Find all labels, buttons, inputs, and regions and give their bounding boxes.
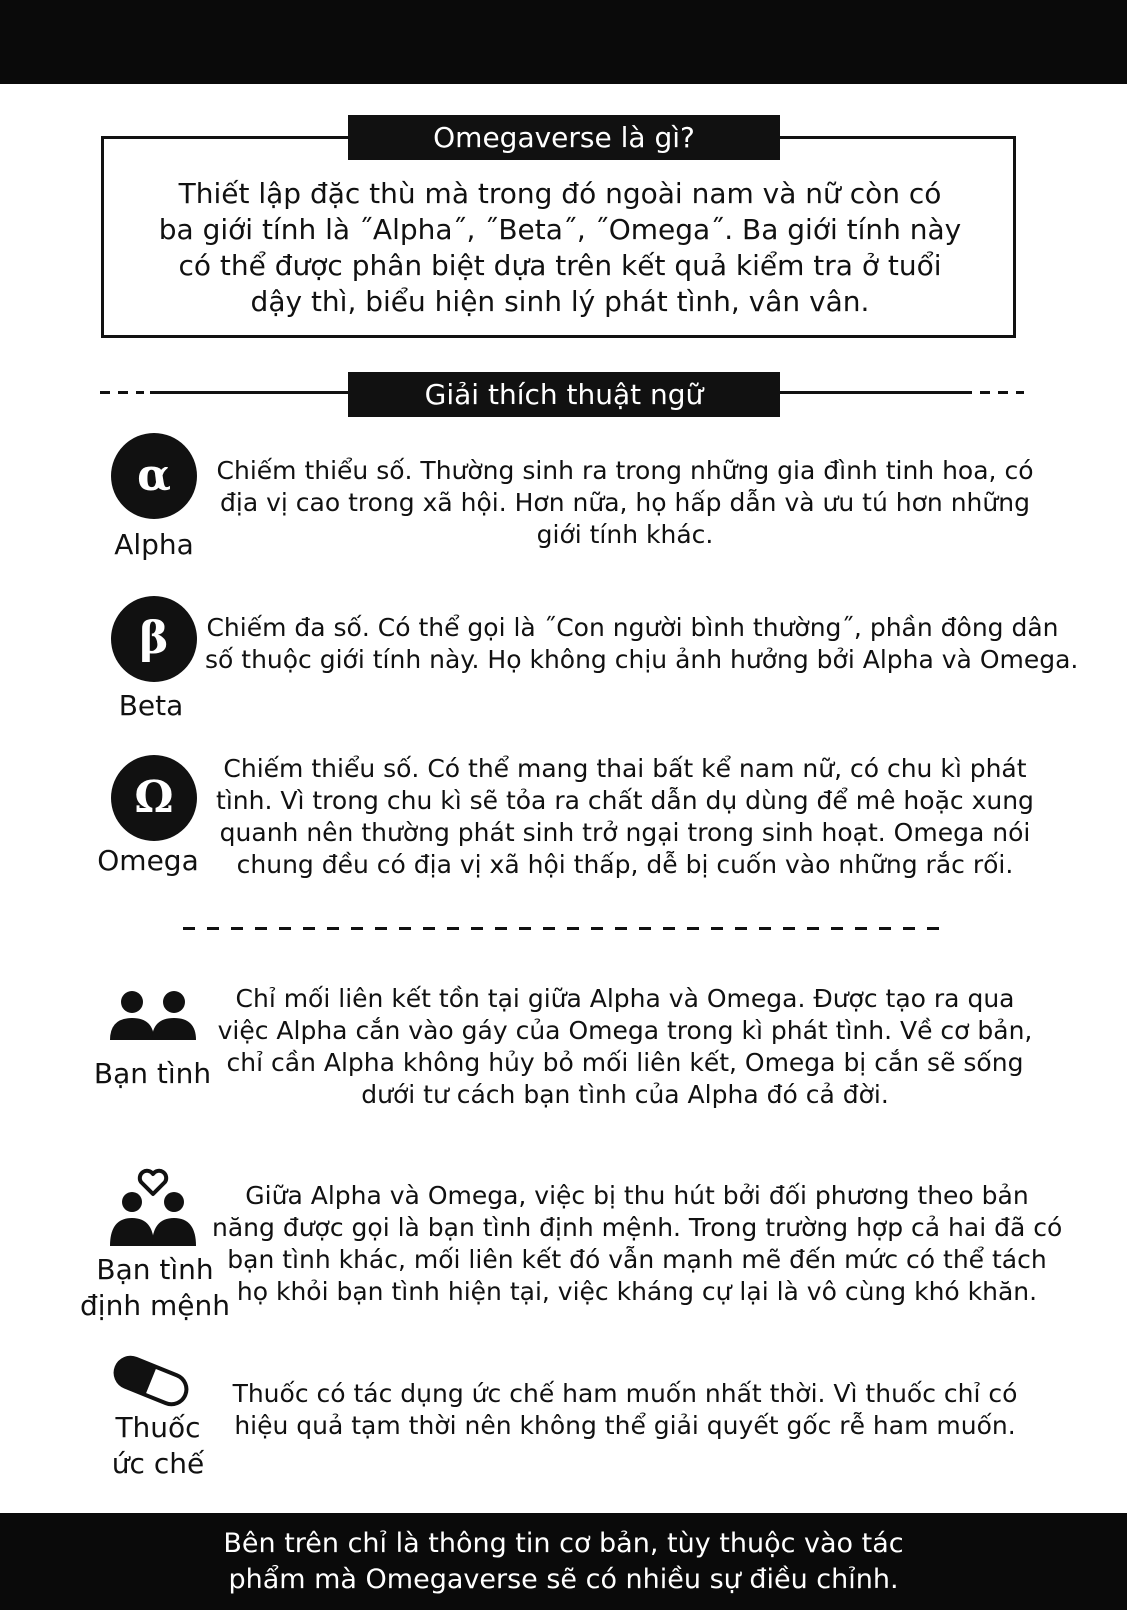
header-rule-right (780, 391, 972, 394)
label-line: Bạn tình (96, 1253, 214, 1286)
omega-label: Omega (97, 844, 199, 877)
desc-line: giới tính khác. (536, 520, 714, 549)
header-dash-right (980, 391, 1024, 394)
alpha-label: Alpha (114, 528, 194, 561)
label-line: ức chế (111, 1447, 205, 1480)
top-band (0, 0, 1127, 84)
desc-line: dưới tư cách bạn tình của Alpha đó cả đời. (361, 1080, 889, 1109)
label-line: Thuốc (115, 1411, 201, 1444)
intro-text (140, 176, 980, 320)
section-separator (183, 927, 943, 930)
beta-icon: β (111, 596, 197, 682)
couple-heart-icon (108, 1168, 198, 1250)
desc-line: tình. Vì trong chu kì sẽ tỏa ra chất dẫn dụ dùng để mê hoặc xung (216, 786, 1034, 815)
beta-label: Beta (118, 689, 184, 722)
desc-line: Chiếm thiểu số. Có thể mang thai bất kể nam nữ, có chu kì phát (223, 754, 1027, 783)
mate-description (210, 983, 1040, 1111)
couple-icon (108, 990, 198, 1050)
desc-line: hiệu quả tạm thời nên không thể giải quyết gốc rễ ham muốn. (234, 1411, 1016, 1440)
desc-line: năng được gọi là bạn tình định mệnh. Trong trường hợp cả hai đã có (212, 1213, 1063, 1242)
desc-line: Chiếm đa số. Có thể gọi là ˝Con người bình thường˝, phần đông dân (206, 613, 1059, 642)
footer-line: phẩm mà Omegaverse sẽ có nhiều sự điều chỉnh. (228, 1563, 899, 1595)
header-dash-left (100, 391, 144, 394)
omega-icon: Ω (111, 755, 197, 841)
desc-line: Chiếm thiểu số. Thường sinh ra trong những gia đình tinh hoa, có (216, 456, 1034, 485)
desc-line: số thuộc giới tính này. Họ không chịu ảnh hưởng bởi Alpha và Omega. (205, 645, 1079, 674)
header-rule-left (150, 391, 348, 394)
desc-line: họ khỏi bạn tình hiện tại, việc kháng cự lại là vô cùng khó khăn. (236, 1277, 1038, 1306)
label-line: định mệnh (80, 1289, 230, 1322)
desc-line: Giữa Alpha và Omega, việc bị thu hút bởi đối phương theo bản (245, 1181, 1029, 1210)
desc-line: chỉ cần Alpha không hủy bỏ mối liên kết, Omega bị cắn sẽ sống (226, 1048, 1024, 1077)
alpha-icon: α (111, 433, 197, 519)
alpha-description (210, 455, 1040, 551)
desc-line: Thuốc có tác dụng ức chế ham muốn nhất thời. Vì thuốc chỉ có (232, 1379, 1018, 1408)
desc-line: quanh nên thường phát sinh trở ngại trong sinh hoạt. Omega nói (219, 818, 1031, 847)
fated-mate-label (80, 1252, 230, 1324)
pill-icon (108, 1350, 194, 1412)
suppressant-description (210, 1378, 1040, 1442)
intro-line: Thiết lập đặc thù mà trong đó ngoài nam và nữ còn có (178, 177, 942, 210)
footer-band (0, 1513, 1127, 1610)
desc-line: chung đều có địa vị xã hội thấp, dễ bị cuốn vào những rắc rối. (236, 850, 1014, 879)
intro-line: dậy thì, biểu hiện sinh lý phát tình, vân vân. (250, 285, 870, 318)
intro-line: ba giới tính là ˝Alpha˝, ˝Beta˝, ˝Omega˝. Ba giới tính này (158, 213, 962, 246)
suppressant-label (98, 1410, 218, 1482)
intro-line: có thể được phân biệt dựa trên kết quả kiểm tra ở tuổi (178, 249, 942, 282)
mate-label: Bạn tình (93, 1057, 212, 1090)
desc-line: địa vị cao trong xã hội. Hơn nữa, họ hấp dẫn và ưu tú hơn những (220, 488, 1030, 517)
desc-line: việc Alpha cắn vào gáy của Omega trong kì phát tình. Về cơ bản, (217, 1016, 1033, 1045)
beta-description (205, 612, 1079, 676)
desc-line: bạn tình khác, mối liên kết đó vẫn mạnh mẽ đến mức có thể tách (227, 1245, 1047, 1274)
intro-title: Omegaverse là gì? (348, 115, 780, 160)
omega-description (210, 753, 1040, 881)
desc-line: Chỉ mối liên kết tồn tại giữa Alpha và Omega. Được tạo ra qua (235, 984, 1015, 1013)
terms-title: Giải thích thuật ngữ (348, 372, 780, 417)
footer-line: Bên trên chỉ là thông tin cơ bản, tùy thuộc vào tác (223, 1527, 904, 1559)
fated-mate-description (212, 1180, 1062, 1308)
